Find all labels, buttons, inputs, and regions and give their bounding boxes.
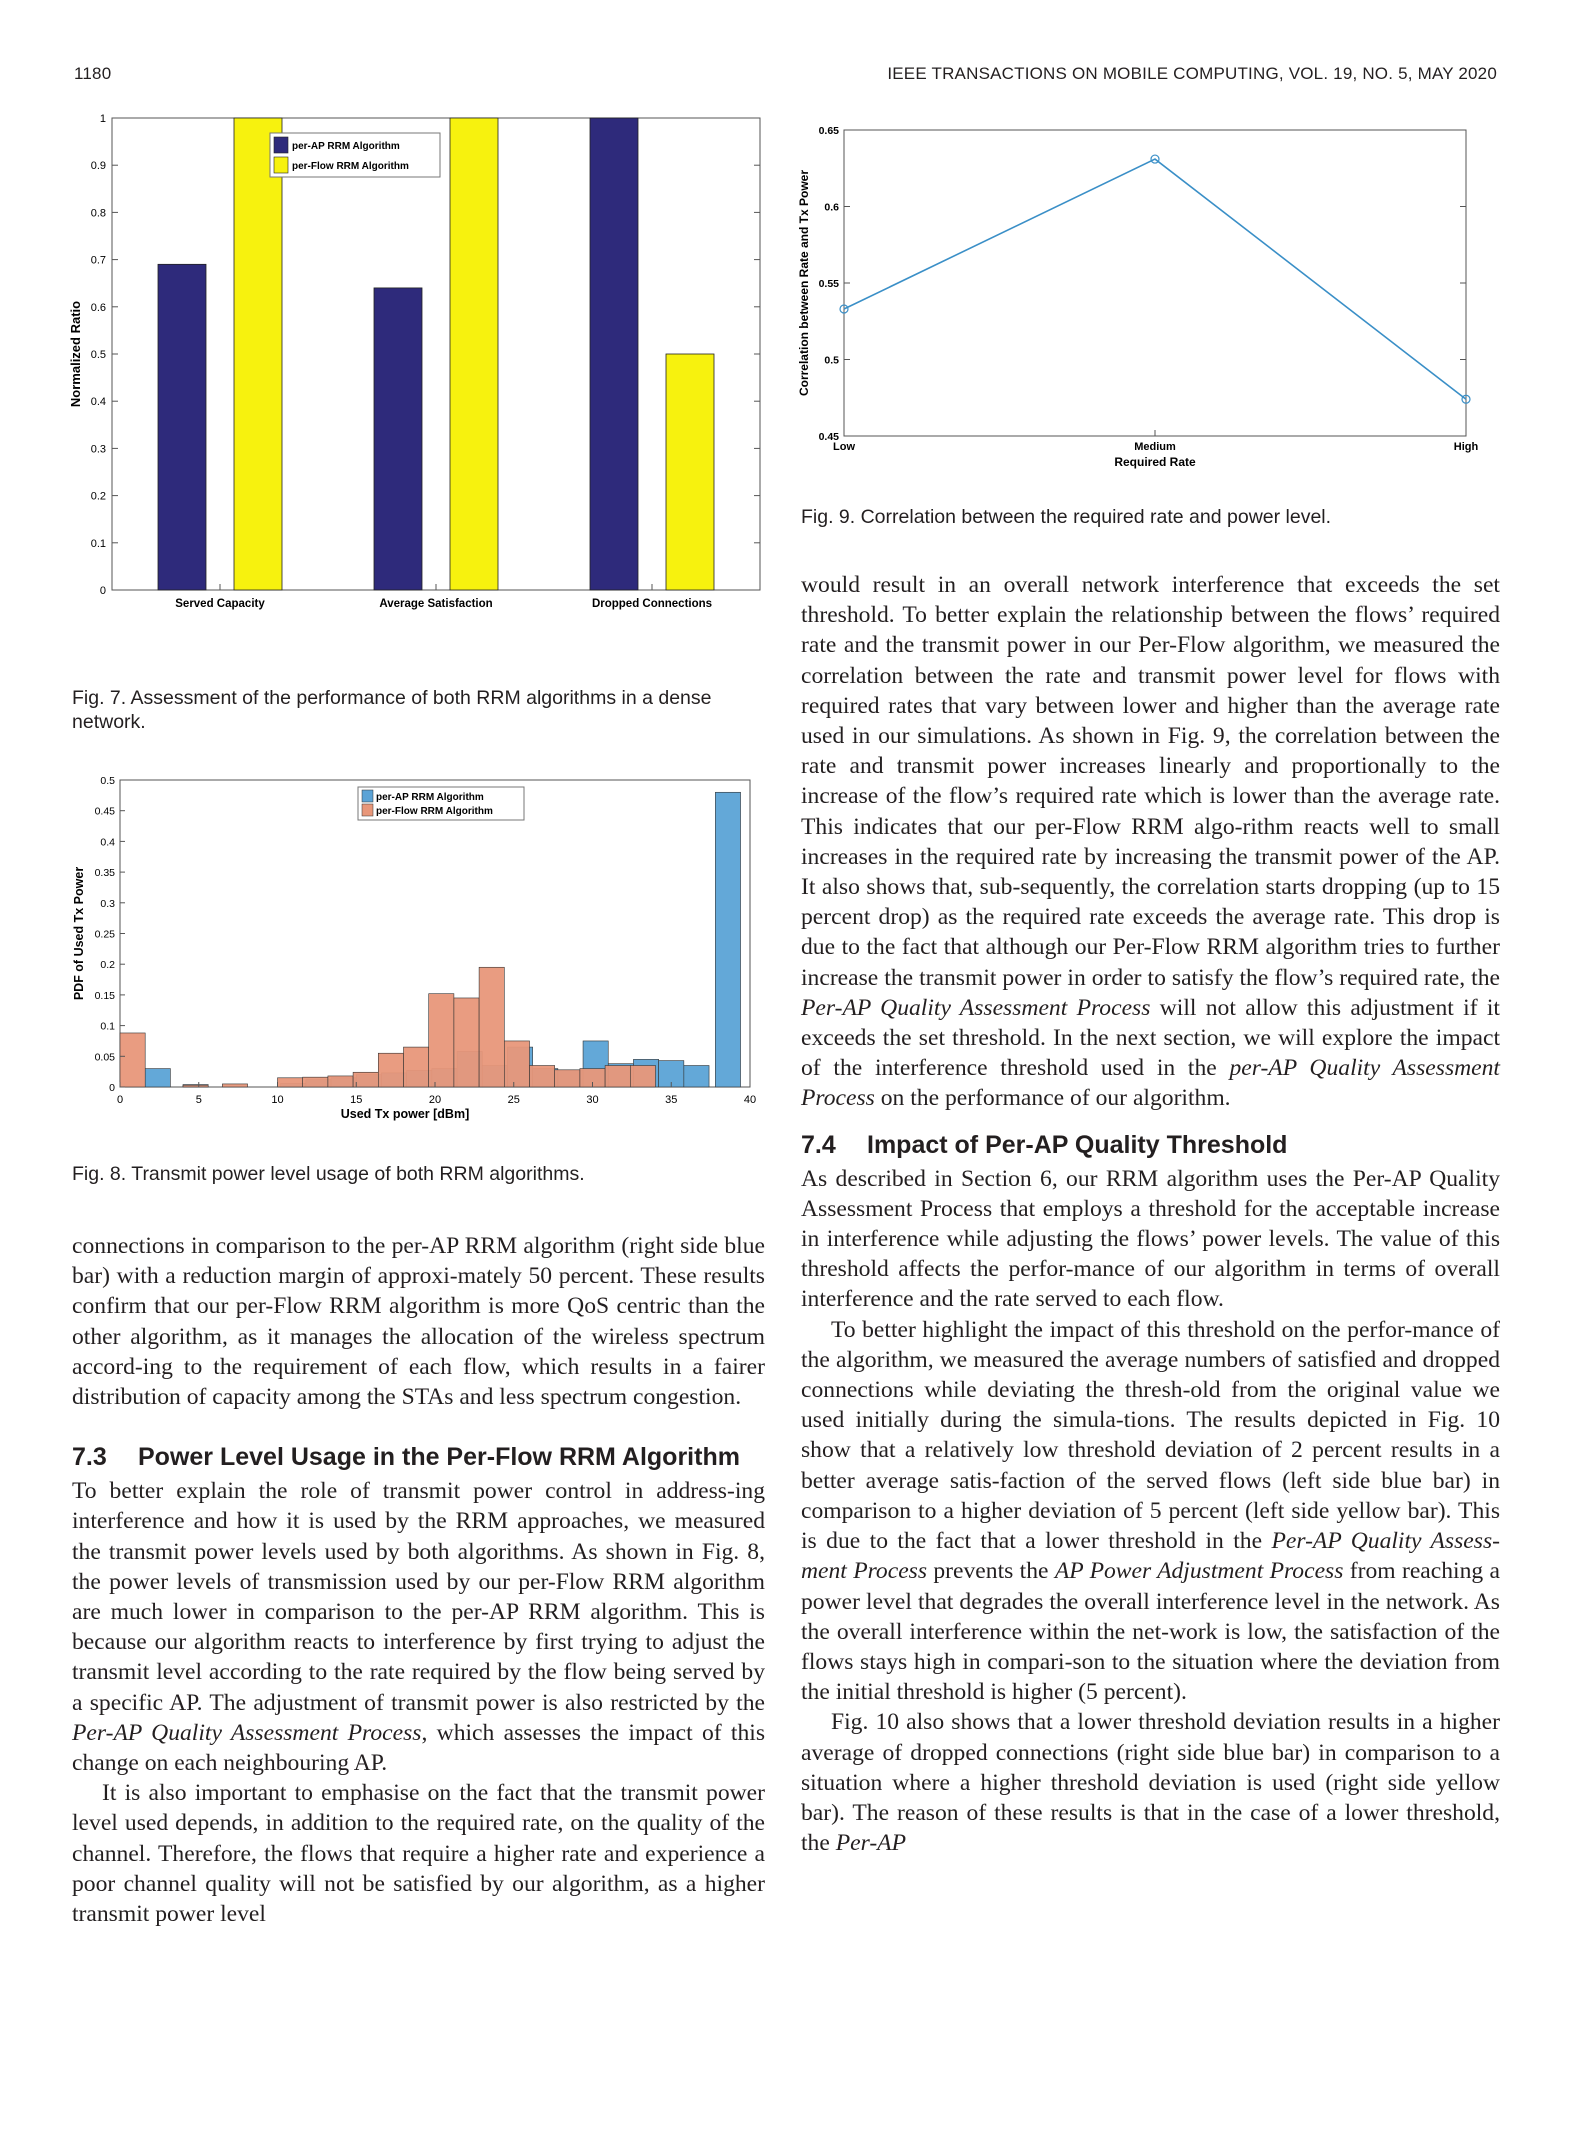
x-tick-label: 0 [116, 1094, 124, 1106]
page-number: 1180 [74, 64, 112, 83]
histogram-bar [120, 1033, 145, 1087]
y-tick-label: 0.9 [90, 160, 106, 173]
y-tick-label: 0.4 [100, 836, 115, 849]
paragraph: To better explain the role of transmit power control in address-ing interference and how it is used by the RRM approaches, we measured the transmit power levels used by both algorithms. As shown in Fig. 8, the power levels of transmission used by our per-Flow RRM algorithm are much lower in comparison to the per-AP RRM algorithm. This is because our algorithm reacts to interference by first trying to adjust the transmit level according to the rate required by the flow being served by a specific AP. The adjustment of transmit power is also restricted by the Per-AP Quality Assessment Process, which assesses the impact of this change on each neighbouring AP. [72, 1478, 766, 1777]
y-axis-label: Normalized Ratio [68, 300, 83, 408]
y-tick-label: 0.65 [818, 125, 839, 137]
section-title: Power Level Usage in the Per-Flow RRM Algorithm [138, 1443, 740, 1472]
legend-swatch [274, 157, 288, 173]
section-7-4-heading [801, 1130, 1500, 1160]
y-axis-label: PDF of Used Tx Power [72, 866, 86, 1001]
paragraph: As described in Section 6, our RRM algorithm uses the Per-AP Quality Assessment Process that employs a threshold for the acceptable increase in interference while adjusting the flows’ power levels. The value of this threshold affects the perfor-mance of our algorithm in terms of overall interference and the rate served to each flow. [801, 1165, 1500, 1313]
section-number: 7.3 [72, 1443, 107, 1472]
histogram-bar [630, 1066, 655, 1087]
y-tick-label: 0.55 [818, 278, 839, 290]
legend-label: per-Flow RRM Algorithm [376, 806, 493, 817]
figure-8 [70, 775, 760, 1140]
fig9-caption: Fig. 9. Correlation between the required rate and power level. [801, 506, 1332, 528]
y-tick-label: 0.5 [100, 775, 115, 787]
histogram-bar [378, 1053, 403, 1087]
x-tick-label: Medium [1134, 441, 1176, 453]
y-tick-label: 0.2 [100, 959, 115, 972]
x-axis-label: Used Tx power [dBm] [340, 1107, 470, 1121]
y-tick-label: 0.45 [818, 431, 839, 443]
histogram-bar [479, 967, 504, 1087]
histogram-bar [183, 1085, 208, 1087]
y-tick-label: 0.05 [94, 1051, 115, 1064]
x-tick-label: High [1453, 441, 1479, 453]
histogram-bar [303, 1077, 328, 1087]
paragraph: To better highlight the impact of this threshold on the perfor-mance of the algorithm, we measured the average numbers of satisfied and dropped connections while deviating the thresh-old from the original value we used initially during the simula-tions. The results depicted in Fig. 10 show that a relatively low threshold deviation of 2 percent results in a better average satis-faction of the served flows (left side blue bar) in comparison to a higher deviation of 5 percent (left side yellow bar). This is due to the fact that a lower threshold in the Per-AP Quality Assess-ment Process prevents the AP Power Adjustment Process from reaching a power level that degrades the overall interference level in the network. As the overall interference within the net-work is low, the satisfaction of the flows stays high in compari-son to the situation where the deviation from the initial threshold is higher (5 percent). [801, 1316, 1501, 1706]
x-tick-label: 5 [195, 1094, 202, 1106]
fig8-chart [70, 775, 760, 1140]
y-tick-label: 0.7 [90, 254, 106, 267]
histogram-bar [222, 1084, 247, 1087]
x-tick-label: 20 [428, 1094, 442, 1106]
x-tick-label: 25 [507, 1094, 520, 1106]
fig8-caption: Fig. 8. Transmit power level usage of both RRM algorithms. [72, 1163, 585, 1185]
histogram-bar [605, 1066, 630, 1087]
histogram-bar [530, 1066, 555, 1087]
y-tick-label: 0.5 [90, 349, 106, 361]
histogram-bar [684, 1066, 709, 1087]
histogram-bar [504, 1041, 529, 1087]
legend-label: per-Flow RRM Algorithm [292, 161, 409, 172]
histogram-bar [278, 1078, 303, 1087]
x-tick-label: 40 [743, 1094, 757, 1106]
x-tick-label: Dropped Connections [591, 598, 713, 610]
section-title: Impact of Per-AP Quality Threshold [867, 1130, 1288, 1159]
histogram-bar [454, 998, 479, 1087]
right-column [801, 570, 1500, 1858]
y-tick-label: 0.25 [94, 928, 115, 941]
bar [450, 118, 498, 590]
y-tick-label: 0.3 [90, 443, 106, 456]
left-column [72, 1231, 765, 1929]
y-tick-label: 0.3 [100, 897, 115, 910]
paragraph: It is also important to emphasise on the fact that the transmit power level used depends, in addition to the required rate, on the quality of the channel. Therefore, the flows that require a higher rate and experience a poor channel quality will not be satisfied by our algorithm, as a higher transmit power level [72, 1780, 765, 1928]
y-tick-label: 0 [109, 1082, 115, 1094]
legend-swatch [362, 804, 373, 816]
bar [590, 118, 638, 590]
y-tick-label: 0.1 [100, 1020, 115, 1033]
x-tick-label: Average Satisfaction [379, 598, 493, 610]
bar [374, 288, 422, 590]
histogram-bar [404, 1047, 429, 1087]
journal-header: IEEE TRANSACTIONS ON MOBILE COMPUTING, VOL. 19, NO. 5, MAY 2020 [887, 64, 1497, 83]
histogram-bar [715, 792, 740, 1087]
section-number: 7.4 [801, 1130, 836, 1159]
y-tick-label: 0.2 [90, 490, 106, 503]
y-tick-label: 0.15 [94, 989, 115, 1002]
x-axis-label: Required Rate [1114, 455, 1196, 469]
x-tick-label: Low [833, 441, 855, 453]
y-tick-label: 0.5 [824, 354, 839, 367]
paragraph: would result in an overall network interference that exceeds the set threshold. To better explain the relationship between the flows’ required rate and the transmit power in our Per-Flow algorithm, we measured the correlation between the rate and transmit power level for flows with required rates that vary between lower and higher than the average rate used in our simulations. As shown in Fig. 9, the correlation between the rate and transmit power increases linearly and proportionally to the increase of the flow’s required rate which is lower than the average rate. This indicates that our per-Flow RRM algo-rithm reacts well to small increases in the required rate by increasing the transmit power of the AP. It also shows that, sub-sequently, the correlation starts dropping (up to 15 percent drop) as the required rate exceeds the average rate. This drop is due to the fact that although our Per-Flow RRM algorithm tries to further increase the transmit power in order to satisfy the flow’s required rate, the Per-AP Quality Assessment Process will not allow this adjustment if it exceeds the set threshold. In the next section, we will explore the impact of the interference threshold used in the per-AP Quality Assessment Process on the performance of our algorithm. [801, 572, 1500, 1112]
bar [234, 118, 282, 590]
y-tick-label: 0.1 [90, 537, 106, 550]
legend-swatch [362, 790, 373, 802]
y-tick-label: 0 [99, 585, 106, 597]
legend-label: per-AP RRM Algorithm [292, 141, 400, 152]
figure-7 [68, 113, 760, 678]
histogram-bar [328, 1076, 353, 1087]
histogram-bar [555, 1070, 580, 1087]
histogram-bar [429, 994, 454, 1087]
y-tick-label: 0.4 [90, 396, 106, 409]
fig7-caption: Fig. 7. Assessment of the performance of both RRM algorithms in a dense network. [72, 687, 712, 733]
legend-label: per-AP RRM Algorithm [376, 792, 484, 803]
y-tick-label: 0.45 [94, 805, 115, 818]
x-tick-label: Served Capacity [175, 598, 265, 610]
y-tick-label: 0.8 [90, 207, 106, 220]
y-tick-label: 0.6 [90, 301, 106, 314]
paragraph: Fig. 10 also shows that a lower threshold deviation results in a higher average of dropped connections (right side blue bar) in comparison to a situation where a higher threshold deviation is used (right side yellow bar). The reason of these results is that in the case of a lower threshold, the Per-AP [801, 1709, 1500, 1857]
paragraph: connections in comparison to the per-AP RRM algorithm (right side blue bar) with a reduction margin of approxi-mately 50 percent. These results confirm that our per-Flow RRM algorithm is more QoS centric than the other algorithm, as it manages the allocation of the wireless spectrum accord-ing to the requirement of each flow, which results in a fairer distribution of capacity among the STAs and less spectrum congestion. [72, 1233, 765, 1411]
bar [158, 264, 206, 590]
x-tick-label: 15 [350, 1094, 363, 1106]
histogram-bar [353, 1072, 378, 1087]
x-tick-label: 35 [665, 1094, 678, 1106]
x-tick-label: 30 [586, 1094, 599, 1106]
y-tick-label: 1 [99, 113, 106, 125]
fig7-chart [68, 113, 760, 678]
plot-area [844, 130, 1466, 436]
figure-9 [797, 124, 1500, 484]
y-tick-label: 0.6 [824, 201, 839, 214]
x-tick-label: 10 [271, 1094, 284, 1106]
histogram-bar [145, 1069, 170, 1087]
fig9-chart [797, 124, 1500, 484]
y-tick-label: 0.35 [94, 867, 115, 880]
legend-swatch [274, 137, 288, 153]
plot-area [112, 118, 760, 590]
y-axis-label: Correlation between Rate and Tx Power [797, 169, 811, 397]
section-7-3-heading [72, 1442, 765, 1472]
bar [666, 354, 714, 590]
